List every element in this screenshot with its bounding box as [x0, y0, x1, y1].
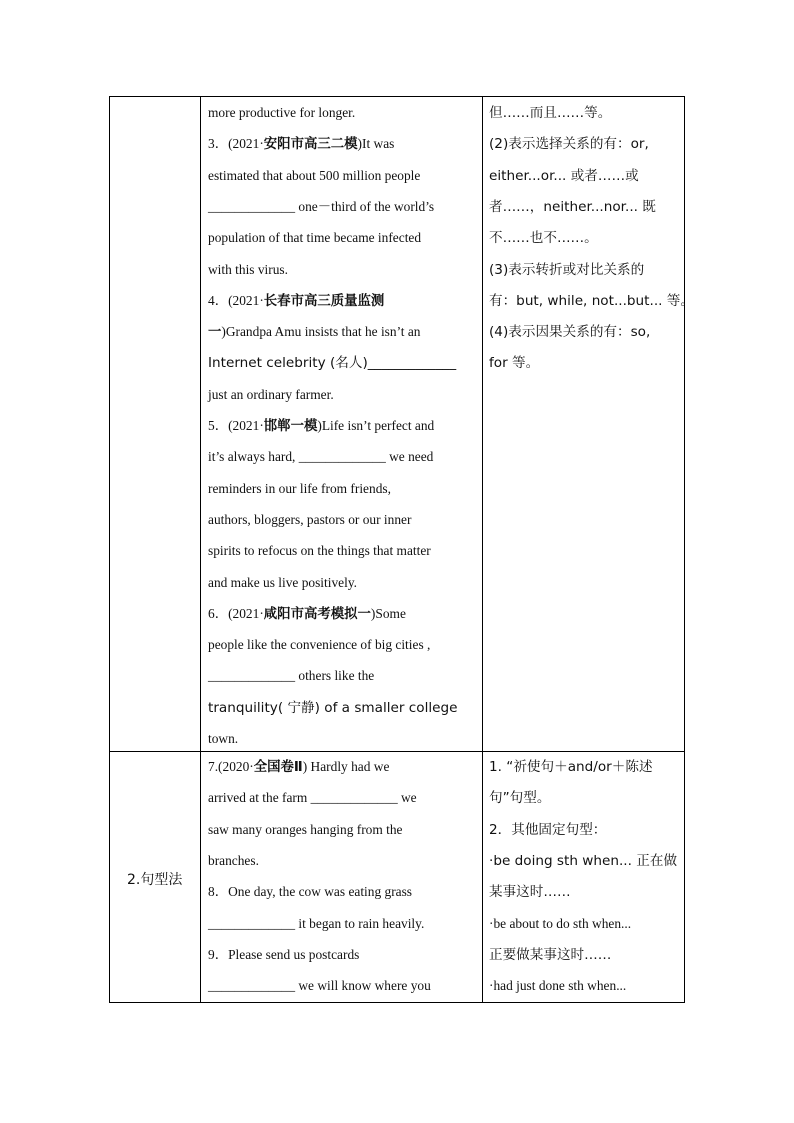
note-line: [489, 103, 611, 123]
line-text: 者……，neither...nor... 既: [489, 198, 656, 215]
line-text: 3．(2021·: [208, 136, 264, 152]
line-text: _____________ it began to rain heavily.: [208, 915, 425, 931]
line-text: (3)表示转折或对比关系的: [489, 261, 645, 278]
row1-category-cell: [110, 97, 200, 751]
line-text: tranquility( 宁静) of a smaller college: [208, 699, 458, 716]
line-text: 6．(2021·: [208, 605, 264, 621]
example-line: [208, 260, 288, 280]
line-text: 5．(2021·: [208, 418, 264, 433]
line-text: and make us live positively.: [208, 574, 358, 590]
table-border-bottom: [109, 1002, 685, 1003]
line-text: 句”句型。: [489, 790, 551, 807]
line-text: 有：but, while, not...but... 等。: [489, 292, 694, 309]
note-line: [489, 260, 644, 280]
line-text: )Grandpa Amu insists that he isn’t an: [221, 324, 421, 340]
line-text: spirits to refocus on the things that matter: [208, 543, 431, 559]
line-text: estimated that about 500 million people: [208, 167, 421, 183]
line-text: )It was: [357, 136, 395, 152]
line-text: saw many oranges hanging from the: [208, 821, 403, 837]
grammar-table: [109, 96, 694, 1003]
line-text: people like the convenience of big cities ,: [208, 637, 431, 653]
row1-notes-cell: [489, 96, 694, 751]
example-line: [208, 851, 259, 871]
line-text: 正要做某事这时……: [489, 946, 612, 963]
line-text: it’s always hard, _____________ we need: [208, 449, 434, 465]
line-text: ) Hardly had we: [302, 759, 390, 774]
example-line: [208, 291, 384, 312]
note-line: [489, 197, 656, 217]
line-text: branches.: [208, 852, 259, 868]
note-line: [489, 134, 649, 154]
line-text: 4．(2021·: [208, 292, 264, 308]
line-text: 不……也不……。: [489, 230, 598, 247]
example-line: [208, 820, 403, 840]
example-line: [208, 573, 357, 593]
note-line: [489, 228, 598, 248]
line-text: for 等。: [489, 355, 540, 372]
row2-category-cell: [110, 752, 200, 1002]
example-line: [208, 385, 334, 405]
table-divider-2: [482, 96, 483, 1003]
example-line: [208, 197, 434, 217]
example-line: [208, 134, 394, 155]
example-line: [208, 541, 431, 561]
line-text: (2)表示选择关系的有：or,: [489, 136, 649, 153]
line-text: reminders in our life from friends,: [208, 480, 391, 496]
line-text: (4)表示因果关系的有：so,: [489, 324, 651, 341]
row2-category-label: 2.句型法: [127, 872, 183, 888]
note-line: [489, 788, 550, 808]
example-line: [208, 166, 420, 186]
row1-examples-cell: [208, 96, 480, 751]
line-text: 9．Please send us postcards: [208, 946, 360, 962]
source-name: 长春市高三质量监测: [263, 293, 385, 309]
line-text: 1. “祈使句＋and/or＋陈述: [489, 759, 653, 775]
line-text: )Some: [370, 605, 406, 621]
line-text: 7.(2020·: [208, 759, 254, 774]
line-text: with this virus.: [208, 261, 288, 277]
line-text: Internet celebrity (名人)_____________: [208, 355, 457, 372]
example-line: [208, 228, 421, 248]
line-text: authors, bloggers, pastors or our inner: [208, 511, 412, 527]
example-line: [208, 322, 421, 343]
row2-examples-cell: [208, 752, 480, 1002]
line-text: 某事这时……: [489, 884, 571, 901]
example-line: [208, 698, 458, 718]
note-line: [489, 914, 631, 934]
example-line: [208, 635, 430, 655]
note-line: [489, 291, 694, 311]
example-line: [208, 353, 456, 373]
example-line: [208, 788, 417, 808]
example-line: [208, 416, 434, 437]
note-line: [489, 322, 650, 342]
example-line: [208, 945, 359, 965]
line-text: arrived at the farm _____________ we: [208, 790, 417, 806]
table-border-right: [684, 96, 685, 1003]
line-text: 2．其他固定句型：: [489, 821, 607, 838]
source-name: 一: [208, 325, 222, 341]
line-text: more productive for longer.: [208, 105, 356, 120]
example-line: [208, 447, 433, 467]
example-line: [208, 604, 406, 625]
note-line: [489, 945, 611, 965]
line-text: either...or... 或者……或: [489, 167, 639, 184]
line-text: ·had just done sth when...: [489, 978, 627, 994]
note-line: [489, 166, 639, 186]
note-line: [489, 757, 653, 777]
line-text: _____________ one－third of the world’s: [208, 198, 435, 214]
table-divider-1: [200, 96, 201, 1003]
line-text: ·be doing sth when... 正在做: [489, 852, 678, 869]
example-line: [208, 757, 389, 778]
row2-notes-cell: [489, 752, 682, 1002]
note-line: [489, 820, 606, 840]
line-text: ·be about to do sth when...: [489, 915, 632, 931]
example-line: [208, 914, 424, 934]
line-text: just an ordinary farmer.: [208, 386, 334, 402]
line-text: town.: [208, 731, 239, 746]
example-line: [208, 666, 374, 686]
note-line: [489, 851, 677, 871]
line-text: _____________ others like the: [208, 668, 375, 684]
example-line: [208, 882, 412, 902]
source-name: 全国卷Ⅱ: [253, 760, 303, 775]
example-line: [208, 510, 411, 530]
source-name: 安阳市高三二模: [263, 137, 358, 153]
line-text: _____________ we will know where you: [208, 978, 431, 994]
example-line: [208, 479, 391, 499]
line-text: population of that time became infected: [208, 230, 422, 246]
example-line: [208, 729, 238, 749]
source-name: 咸阳市高考模拟一: [263, 606, 371, 622]
note-line: [489, 976, 626, 996]
line-text: 但……而且……等。: [489, 105, 612, 121]
example-line: [208, 976, 431, 996]
note-line: [489, 882, 571, 902]
line-text: 8．One day, the cow was eating grass: [208, 884, 413, 900]
example-line: [208, 103, 355, 123]
note-line: [489, 353, 539, 373]
source-name: 邯郸一模: [263, 419, 318, 434]
line-text: )Life isn’t perfect and: [317, 418, 435, 433]
